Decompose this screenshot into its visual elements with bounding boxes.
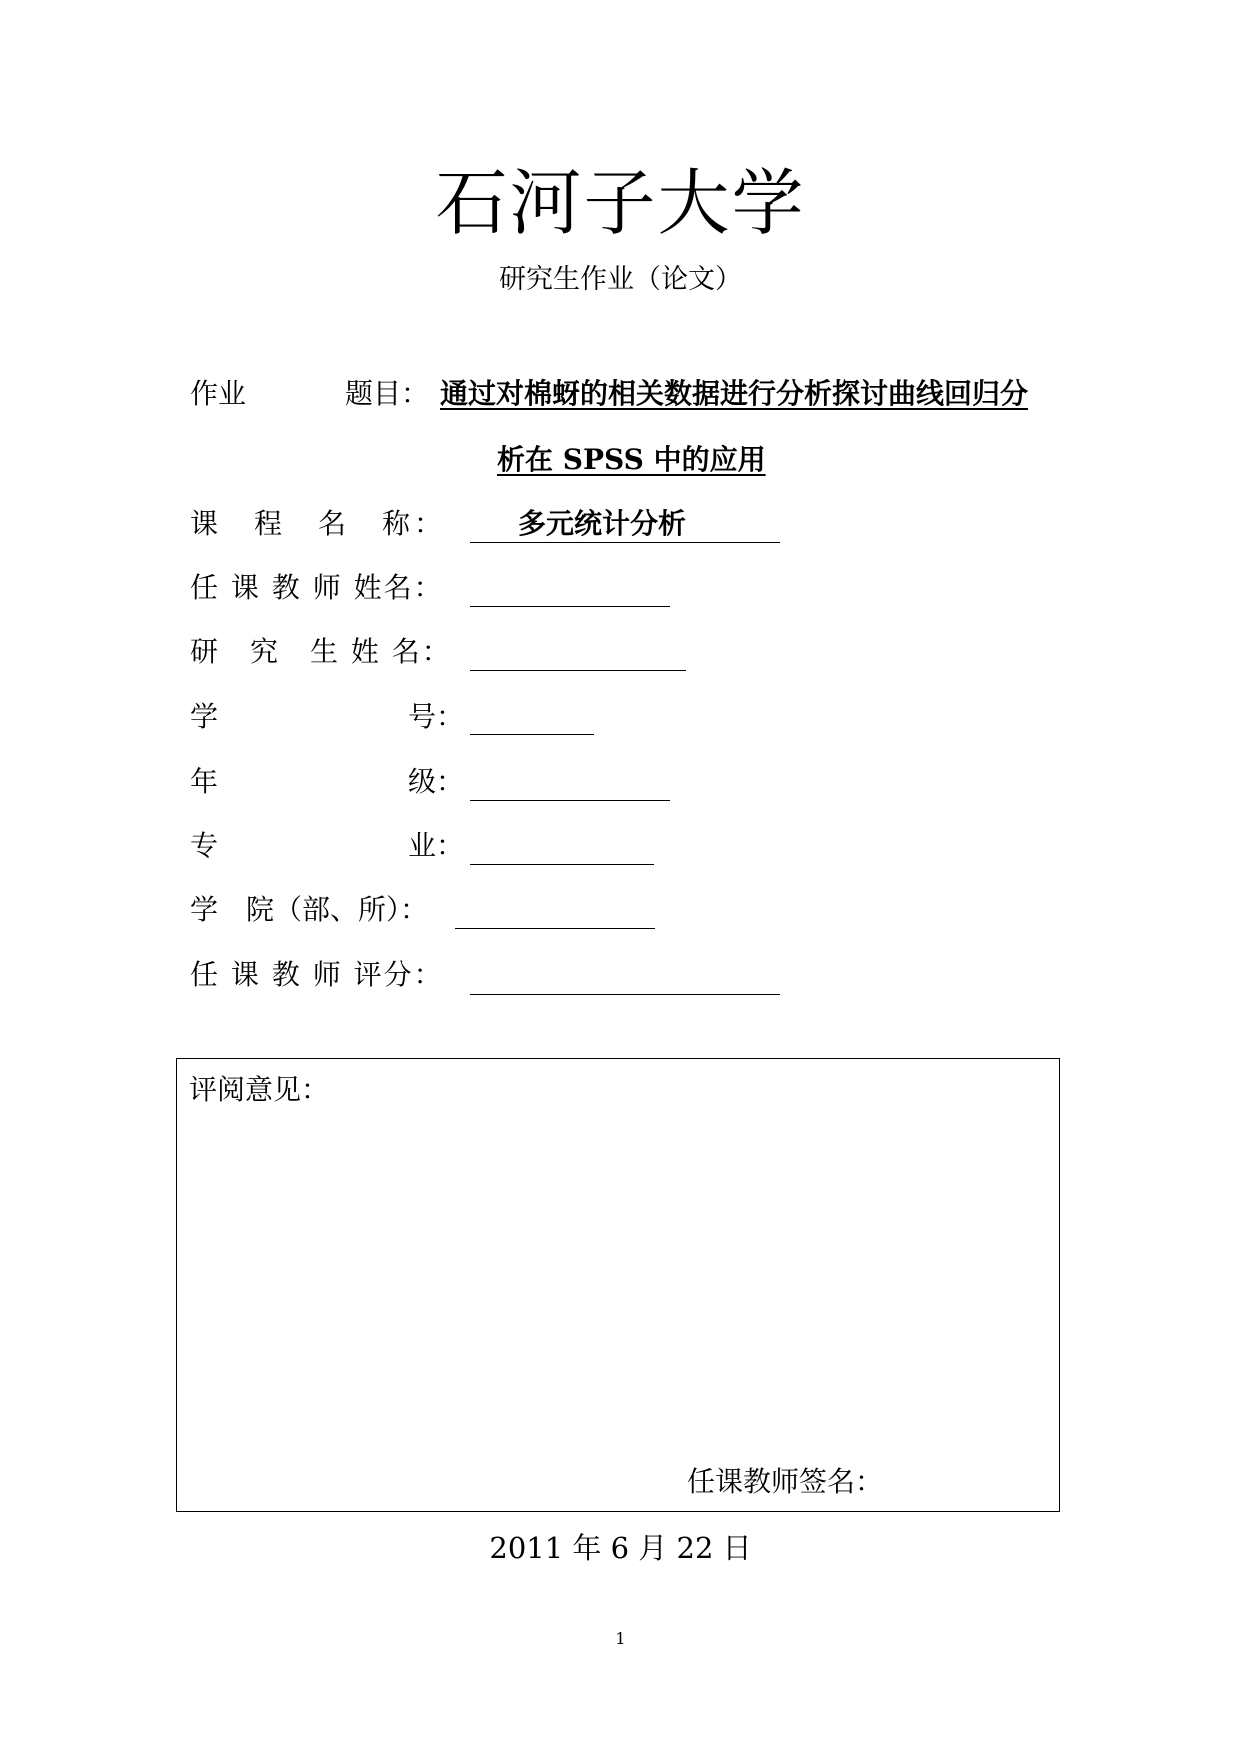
major-label: 业：	[408, 829, 465, 862]
grade-label: 级：	[408, 765, 465, 798]
grade-label-prefix: 年	[190, 765, 219, 798]
topic-value-line-2: 析在 SPSS 中的应用	[497, 443, 766, 476]
student-id-label-prefix: 学	[190, 700, 219, 733]
grade-underline	[470, 800, 670, 801]
college-underline	[455, 928, 655, 929]
major-underline	[470, 864, 654, 865]
course-label: 课 程 名 称：	[190, 507, 447, 540]
review-label: 评阅意见：	[189, 1073, 330, 1106]
student-name-label: 研 究 生 姓 名：	[190, 635, 452, 668]
university-name: 石河子大学	[435, 161, 806, 245]
teacher-name-underline	[470, 606, 670, 607]
topic-label: 题目：	[345, 377, 430, 410]
score-label: 任 课 教 师 评分：	[190, 958, 444, 991]
page-number: 1	[615, 1629, 626, 1648]
score-underline	[470, 994, 780, 995]
major-label-prefix: 专	[190, 829, 219, 862]
course-value: 多元统计分析	[518, 507, 687, 540]
teacher-name-label: 任 课 教 师 姓名：	[190, 571, 444, 604]
signature-label: 任课教师签名：	[687, 1465, 884, 1498]
topic-label-prefix: 作业	[190, 377, 247, 410]
college-label: 学 院（部、所）：	[190, 893, 429, 926]
review-box	[176, 1058, 1060, 1512]
topic-value-line-1: 通过对棉蚜的相关数据进行分析探讨曲线回归分	[440, 377, 1029, 410]
student-id-underline	[470, 734, 594, 735]
student-name-underline	[470, 670, 686, 671]
course-underline	[470, 542, 780, 543]
document-date: 2011 年 6 月 22 日	[489, 1531, 752, 1565]
document-subtitle: 研究生作业（论文）	[499, 264, 742, 295]
student-id-label: 号：	[408, 700, 465, 733]
